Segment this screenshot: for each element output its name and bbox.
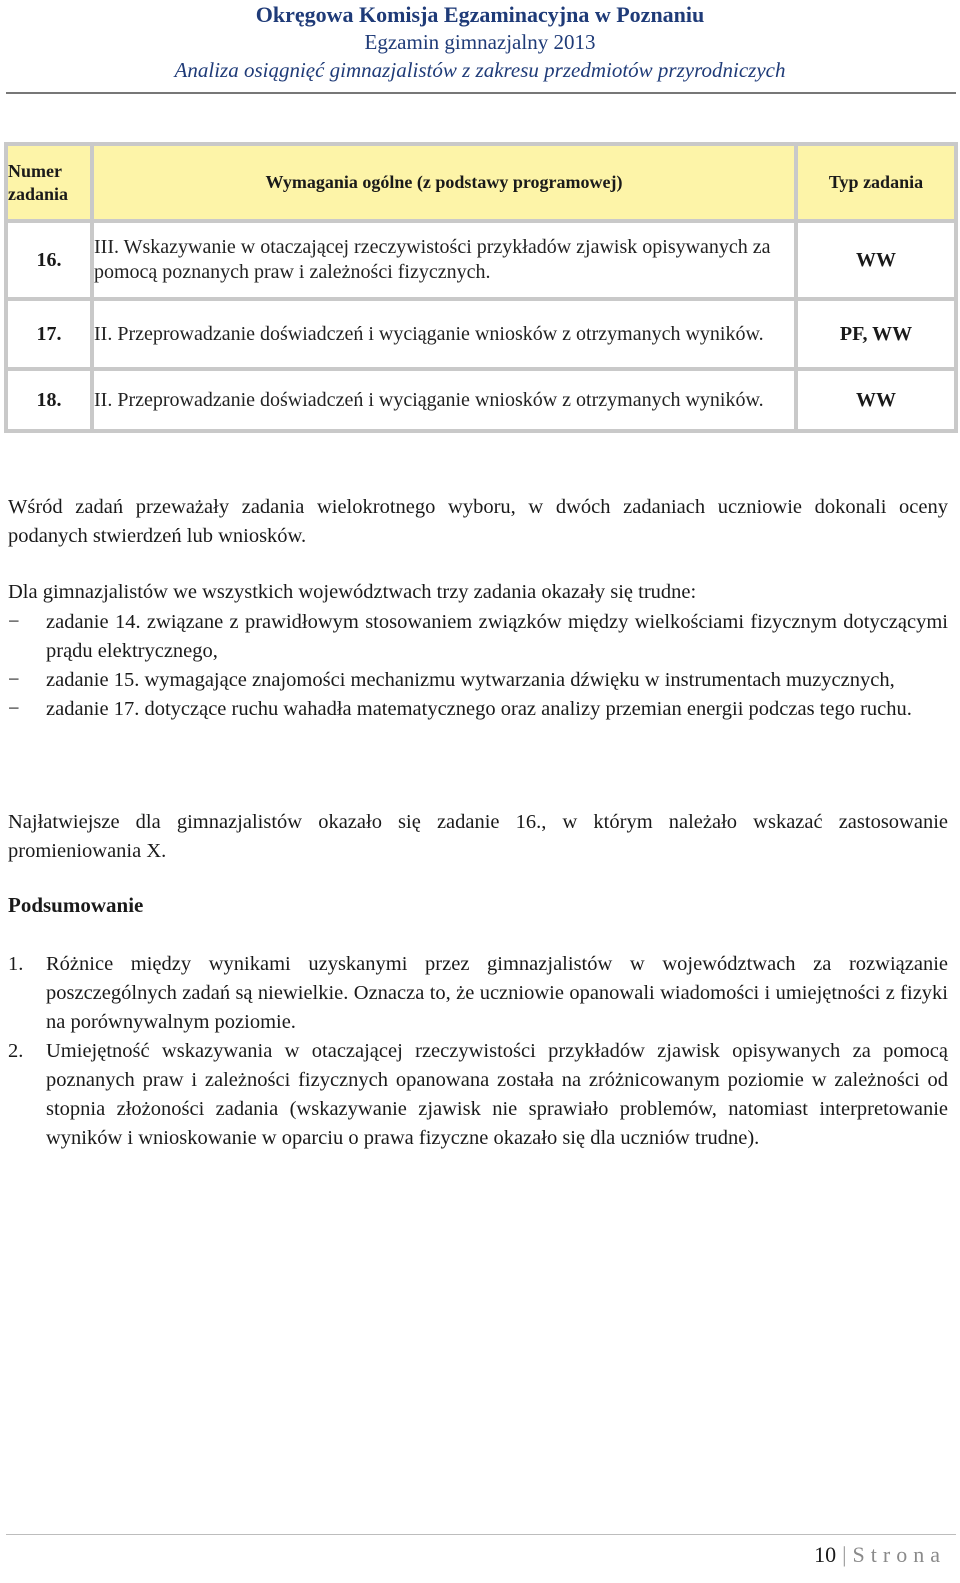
page-number: 10 bbox=[814, 1542, 837, 1567]
header-title: Analiza osiągnięć gimnazjalistów z zakresu przedmiotów przyrodniczych bbox=[174, 58, 786, 82]
header-divider bbox=[6, 92, 956, 94]
list-item bbox=[8, 666, 948, 695]
task-type: PF, WW bbox=[798, 301, 954, 367]
page-footer bbox=[814, 1542, 946, 1568]
table-row bbox=[8, 301, 954, 367]
dash-bullet: − bbox=[8, 698, 20, 720]
paragraph-hard-intro: Dla gimnazjalistów we wszystkich województwach trzy zadania okazały się trudne: bbox=[8, 581, 697, 603]
task-requirement: II. Przeprowadzanie doświadczeń i wyciąganie wniosków z otrzymanych wyników. bbox=[94, 371, 794, 429]
header-type: Typ zadania bbox=[798, 146, 954, 219]
task-requirement: III. Wskazywanie w otaczającej rzeczywistości przykładów zjawisk opisywanych za pomocą poznanych praw i zależności fizycznych. bbox=[94, 223, 794, 297]
task-number: 16. bbox=[8, 223, 90, 297]
task-requirement: II. Przeprowadzanie doświadczeń i wyciąganie wniosków z otrzymanych wyników. bbox=[94, 301, 794, 367]
requirements-table bbox=[4, 142, 958, 433]
footer-separator: | bbox=[842, 1542, 847, 1567]
item-number: 2. bbox=[8, 1040, 24, 1062]
footer-divider bbox=[6, 1534, 956, 1535]
task-number: 17. bbox=[8, 301, 90, 367]
item-number: 1. bbox=[8, 953, 24, 975]
list-item bbox=[8, 1037, 948, 1153]
list-item bbox=[8, 695, 948, 724]
header-organization: Okręgowa Komisja Egzaminacyjna w Poznaniu bbox=[255, 2, 705, 27]
paragraph-task-types: Wśród zadań przeważały zadania wielokrotnego wyboru, w dwóch zadaniach uczniowie dokonali oceny podanych stwierdzeń lub wniosków. bbox=[8, 496, 948, 547]
table-row bbox=[8, 371, 954, 429]
list-item bbox=[8, 608, 948, 666]
header-number: Numer zadania bbox=[8, 146, 90, 219]
list-item-text: zadanie 17. dotyczące ruchu wahadła matematycznego oraz analizy przemian energii podczas tego ruchu. bbox=[46, 698, 912, 720]
list-item-text: Różnice między wynikami uzyskanymi przez gimnazjalistów w województwach za rozwiązanie poszczególnych zadań są niewielkie. Oznacza to, że uczniowie opanowali wiadomości i umiejętności z fizyki na porównywalnym poziomie. bbox=[46, 953, 948, 1033]
summary-list bbox=[8, 950, 948, 1153]
summary-heading: Podsumowanie bbox=[8, 893, 144, 917]
header-requirements: Wymagania ogólne (z podstawy programowej) bbox=[94, 146, 794, 219]
page-label: Strona bbox=[852, 1542, 946, 1567]
table-header-row bbox=[8, 146, 954, 219]
paragraph-easiest: Najłatwiejsze dla gimnazjalistów okazało się zadanie 16., w którym należało wskazać zastosowanie promieniowania X. bbox=[8, 811, 948, 862]
table-row bbox=[8, 223, 954, 297]
list-item-text: zadanie 15. wymagające znajomości mechanizmu wytwarzania dźwięku w instrumentach muzycznych, bbox=[46, 669, 895, 691]
dash-bullet: − bbox=[8, 669, 20, 691]
list-item-text: Umiejętność wskazywania w otaczającej rzeczywistości przykładów zjawisk opisywanych za pomocą poznanych praw i zależności fizycznych opanowana została na zróżnicowanym poziomie w zależności od stopnia złożoności zadania (wskazywanie zjawisk nie sprawiało problemów, natomiast interpretowanie wyników i wnioskowanie w oparciu o prawa fizyczne okazało się dla uczniów trudne). bbox=[46, 1040, 948, 1149]
list-item bbox=[8, 950, 948, 1037]
task-number: 18. bbox=[8, 371, 90, 429]
task-type: WW bbox=[798, 371, 954, 429]
list-item-text: zadanie 14. związane z prawidłowym stosowaniem związków między wielkościami fizycznym dotyczącymi prądu elektrycznego, bbox=[46, 611, 948, 662]
task-type: WW bbox=[798, 223, 954, 297]
hard-tasks-list bbox=[8, 608, 948, 724]
dash-bullet: − bbox=[8, 611, 20, 633]
header-exam: Egzamin gimnazjalny 2013 bbox=[364, 30, 596, 54]
